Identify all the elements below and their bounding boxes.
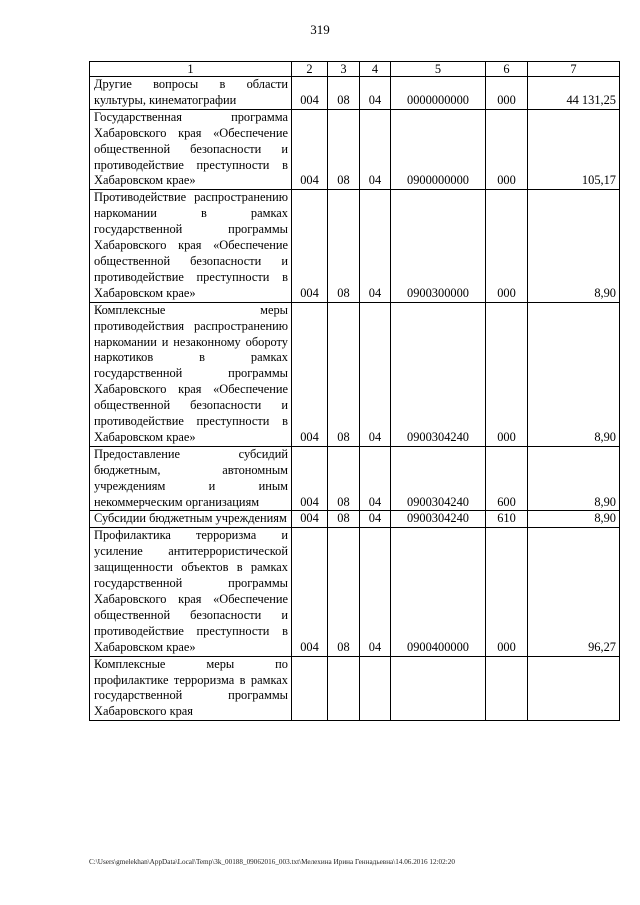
row-section-code: 08 xyxy=(328,109,360,190)
row-target-code: 0900304240 xyxy=(391,511,486,528)
row-ministry-code: 004 xyxy=(292,302,328,446)
row-amount xyxy=(528,656,620,721)
row-ministry-code: 004 xyxy=(292,109,328,190)
page-number: 319 xyxy=(310,22,330,37)
table-row xyxy=(90,528,620,656)
row-amount: 8,90 xyxy=(528,446,620,511)
row-expense-type: 000 xyxy=(486,190,528,302)
row-name: Предоставление субсидий бюджетным, автономным учреждениям и иным некоммерческим организациям xyxy=(90,446,292,511)
budget-table xyxy=(89,61,620,721)
header-cell: 5 xyxy=(391,62,486,77)
row-ministry-code: 004 xyxy=(292,77,328,110)
table-header-row xyxy=(90,62,620,77)
row-subsection-code: 04 xyxy=(360,511,391,528)
row-section-code: 08 xyxy=(328,446,360,511)
row-subsection-code: 04 xyxy=(360,528,391,656)
header-cell: 3 xyxy=(328,62,360,77)
row-ministry-code: 004 xyxy=(292,528,328,656)
row-section-code: 08 xyxy=(328,302,360,446)
row-subsection-code xyxy=(360,656,391,721)
row-subsection-code: 04 xyxy=(360,77,391,110)
row-expense-type: 000 xyxy=(486,528,528,656)
row-subsection-code: 04 xyxy=(360,446,391,511)
table-row xyxy=(90,656,620,721)
row-target-code: 0900300000 xyxy=(391,190,486,302)
row-expense-type: 600 xyxy=(486,446,528,511)
row-amount: 105,17 xyxy=(528,109,620,190)
row-name: Профилактика терроризма и усиление антитеррористической защищенности объектов в рамках государственной программы Хабаровского края «Обеспечение общественной безопасности и противодействие преступности в Хабаровском крае» xyxy=(90,528,292,656)
row-name: Государственная программа Хабаровского края «Обеспечение общественной безопасности и противодействие преступности в Хабаровском крае» xyxy=(90,109,292,190)
row-amount: 8,90 xyxy=(528,511,620,528)
row-target-code: 0000000000 xyxy=(391,77,486,110)
row-target-code: 0900400000 xyxy=(391,528,486,656)
row-ministry-code: 004 xyxy=(292,446,328,511)
table-row xyxy=(90,446,620,511)
row-subsection-code: 04 xyxy=(360,302,391,446)
row-subsection-code: 04 xyxy=(360,109,391,190)
row-name: Субсидии бюджетным учреждениям xyxy=(90,511,292,528)
header-cell: 2 xyxy=(292,62,328,77)
row-expense-type: 000 xyxy=(486,77,528,110)
table-row xyxy=(90,77,620,110)
row-expense-type: 610 xyxy=(486,511,528,528)
row-subsection-code: 04 xyxy=(360,190,391,302)
row-expense-type xyxy=(486,656,528,721)
table-row xyxy=(90,109,620,190)
row-section-code xyxy=(328,656,360,721)
row-expense-type: 000 xyxy=(486,302,528,446)
row-name: Другие вопросы в области культуры, кинематографии xyxy=(90,77,292,110)
row-amount: 44 131,25 xyxy=(528,77,620,110)
row-name: Противодействие распространению наркомании в рамках государственной программы Хабаровского края «Обеспечение общественной безопасности и противодействие преступности в Хабаровском крае» xyxy=(90,190,292,302)
header-cell: 1 xyxy=(90,62,292,77)
row-amount: 8,90 xyxy=(528,302,620,446)
row-name: Комплексные меры по профилактике терроризма в рамках государственной программы Хабаровского края xyxy=(90,656,292,721)
row-ministry-code xyxy=(292,656,328,721)
row-target-code xyxy=(391,656,486,721)
row-amount: 8,90 xyxy=(528,190,620,302)
header-cell: 6 xyxy=(486,62,528,77)
row-target-code: 0900304240 xyxy=(391,446,486,511)
header-cell: 4 xyxy=(360,62,391,77)
footer-file-path: C:\Users\gmelekhan\AppData\Local\Temp\3k_00188_09062016_003.txt\Мелехина Ирина Геннадьевна\14.06.2016 12:02:20 xyxy=(89,858,455,866)
header-cell: 7 xyxy=(528,62,620,77)
row-section-code: 08 xyxy=(328,511,360,528)
row-expense-type: 000 xyxy=(486,109,528,190)
row-section-code: 08 xyxy=(328,528,360,656)
table-row xyxy=(90,511,620,528)
table-row xyxy=(90,302,620,446)
row-section-code: 08 xyxy=(328,77,360,110)
row-ministry-code: 004 xyxy=(292,511,328,528)
row-name: Комплексные меры противодействия распространению наркомании и незаконному обороту наркотиков в рамках государственной программы Хабаровского края «Обеспечение общественной безопасности и противодействие преступности в Хабаровском крае» xyxy=(90,302,292,446)
row-amount: 96,27 xyxy=(528,528,620,656)
row-target-code: 0900000000 xyxy=(391,109,486,190)
row-target-code: 0900304240 xyxy=(391,302,486,446)
row-ministry-code: 004 xyxy=(292,190,328,302)
table-row xyxy=(90,190,620,302)
row-section-code: 08 xyxy=(328,190,360,302)
